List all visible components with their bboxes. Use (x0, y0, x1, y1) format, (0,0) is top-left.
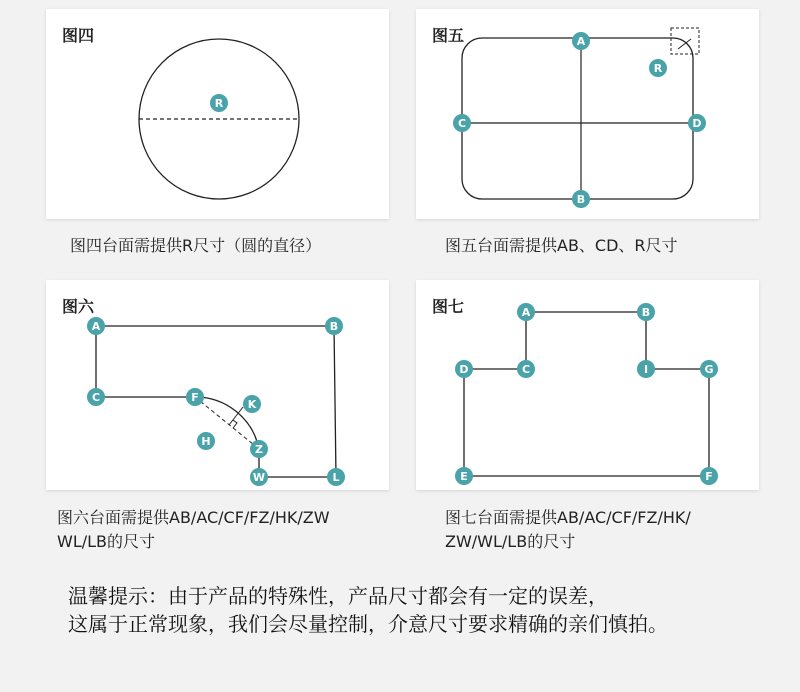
figure-6-caption-line1: 图六台面需提供AB/AC/CF/FZ/HK/ZW (57, 508, 330, 527)
label-f (700, 467, 718, 485)
svg-text:D: D (459, 363, 469, 376)
label-d (455, 360, 473, 378)
svg-text:C: C (91, 391, 101, 404)
figure-7-caption-line2: ZW/WL/LB的尺寸 (445, 532, 576, 551)
label-c (87, 388, 105, 406)
svg-text:C: C (521, 363, 531, 376)
svg-text:H: H (201, 435, 211, 448)
label-r (210, 94, 228, 112)
svg-text:F: F (191, 391, 199, 404)
svg-text:K: K (247, 398, 257, 411)
svg-text:W: W (252, 471, 266, 484)
label-g (700, 360, 718, 378)
countertop-outline (464, 312, 709, 476)
svg-text:D: D (692, 117, 702, 130)
label-a (87, 317, 105, 335)
figure-5-caption: 图五台面需提供AB、CD、R尺寸 (445, 236, 678, 255)
figure-4-title: 图四 (62, 26, 95, 45)
svg-text:C: C (457, 117, 467, 130)
figure-5-title: 图五 (432, 26, 465, 45)
label-a (572, 32, 590, 50)
figure-4-caption: 图四台面需提供R尺寸（圆的直径） (70, 236, 322, 255)
label-c (517, 360, 535, 378)
label-d (688, 114, 706, 132)
label-z (250, 440, 268, 458)
label-w (250, 468, 268, 486)
svg-text:R: R (214, 97, 224, 110)
svg-text:B: B (641, 306, 651, 319)
countertop-outline (96, 326, 336, 477)
right-angle-mark (233, 420, 237, 428)
figure-7-caption-line1: 图七台面需提供AB/AC/CF/FZ/HK/ (445, 508, 691, 527)
label-r (649, 59, 667, 77)
figure-6-caption-line2: WL/LB的尺寸 (57, 532, 156, 551)
svg-text:A: A (521, 306, 531, 319)
svg-text:E: E (460, 470, 468, 483)
svg-text:A: A (576, 35, 586, 48)
svg-text:L: L (332, 471, 340, 484)
svg-text:Z: Z (255, 443, 263, 456)
note-line1: 温馨提示：由于产品的特殊性，产品尺寸都会有一定的误差， (68, 584, 608, 608)
label-b (572, 190, 590, 208)
figure-4-diagram (46, 9, 389, 219)
figure-6-panel (46, 280, 389, 490)
label-f (186, 388, 204, 406)
label-k (243, 395, 261, 413)
size-tolerance-note (68, 582, 668, 638)
figure-7-diagram (416, 280, 759, 490)
svg-text:F: F (705, 470, 713, 483)
figure-6-caption (57, 506, 387, 554)
label-i (637, 360, 655, 378)
svg-text:R: R (653, 62, 663, 75)
svg-text:B: B (329, 320, 339, 333)
note-line2: 这属于正常现象，我们会尽量控制，介意尺寸要求精确的亲们慎拍。 (68, 612, 668, 636)
figure-6-title: 图六 (62, 297, 95, 316)
label-b (637, 303, 655, 321)
svg-text:G: G (704, 363, 714, 376)
label-a (517, 303, 535, 321)
svg-text:A: A (91, 320, 101, 333)
svg-text:B: B (576, 193, 586, 206)
figure-6-diagram (46, 280, 389, 490)
label-h (197, 432, 215, 450)
figure-5-panel (416, 9, 759, 219)
label-c (453, 114, 471, 132)
label-b (325, 317, 343, 335)
figure-7-title: 图七 (432, 297, 465, 316)
figure-5-diagram (416, 9, 759, 219)
svg-text:I: I (643, 363, 649, 376)
figure-7-caption (445, 506, 755, 554)
figure-7-panel (416, 280, 759, 490)
label-e (455, 467, 473, 485)
label-l (327, 468, 345, 486)
figure-4-panel (46, 9, 389, 219)
radius-pointer (678, 39, 691, 49)
corner-radius-box (671, 28, 699, 54)
